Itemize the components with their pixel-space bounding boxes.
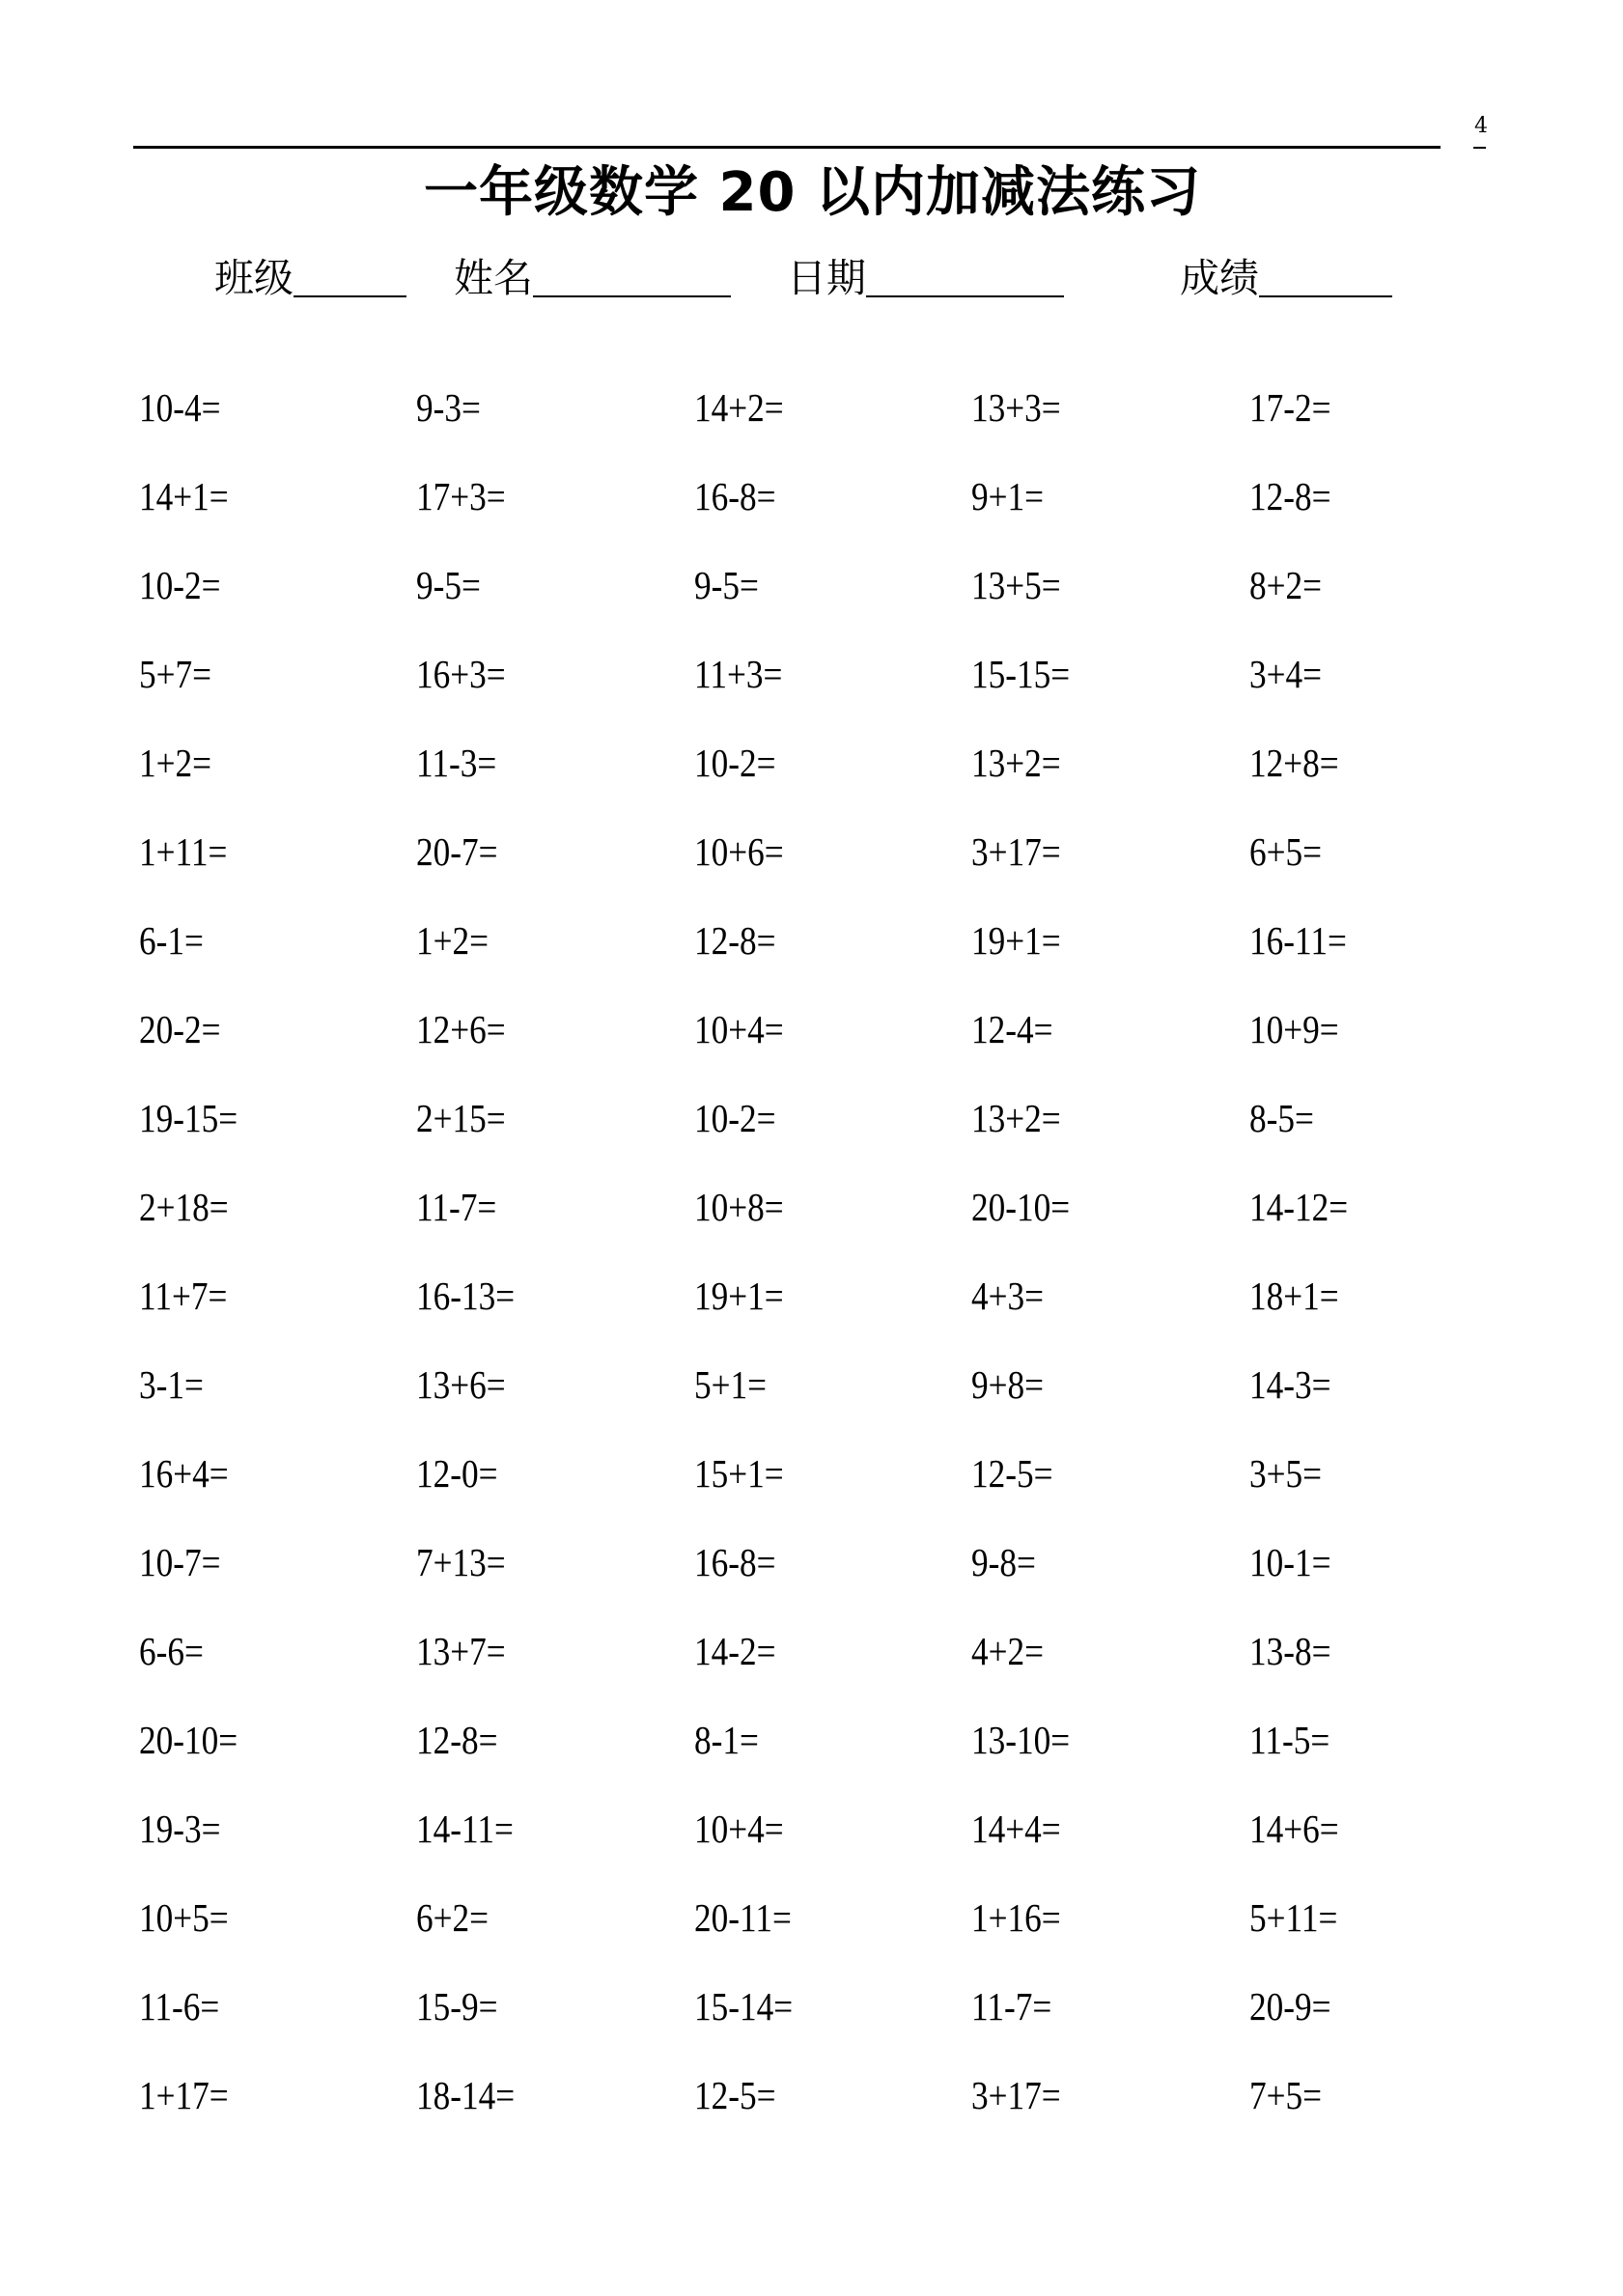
problem-row (139, 380, 1529, 469)
problem-item: 16+3= (416, 652, 506, 696)
problem-row (139, 736, 1529, 825)
problem-item: 11-6= (139, 1984, 220, 2029)
problem-item: 20-11= (694, 1895, 792, 1940)
problem-item: 1+16= (971, 1895, 1061, 1940)
problem-item: 12-0= (416, 1451, 498, 1496)
problem-item: 12+6= (416, 1007, 506, 1051)
problem-row (139, 2068, 1529, 2157)
problem-item: 5+11= (1249, 1895, 1338, 1940)
problem-item: 6-1= (139, 918, 204, 963)
problem-item: 16+4= (139, 1451, 229, 1496)
problem-row (139, 1091, 1529, 1180)
problem-item: 19+1= (971, 918, 1061, 963)
problem-item: 9-3= (416, 385, 481, 430)
problem-item: 6-6= (139, 1629, 204, 1673)
problem-item: 13+7= (416, 1629, 506, 1673)
problem-item: 15+1= (694, 1451, 784, 1496)
problem-item: 16-11= (1249, 918, 1347, 963)
problem-item: 11+3= (694, 652, 783, 696)
problem-item: 14+6= (1249, 1806, 1339, 1851)
problem-item: 11+7= (139, 1274, 228, 1318)
problem-item: 9-5= (416, 563, 481, 607)
problem-row (139, 1624, 1529, 1713)
problem-item: 13+2= (971, 1096, 1061, 1140)
problem-item: 3+17= (971, 2073, 1061, 2117)
problem-item: 10-1= (1249, 1540, 1331, 1584)
score-blank[interactable] (1259, 295, 1392, 297)
problem-item: 20-10= (971, 1185, 1071, 1229)
problem-item: 16-8= (694, 1540, 776, 1584)
page-number-underline (1473, 147, 1486, 149)
problem-item: 10+8= (694, 1185, 784, 1229)
problem-item: 19-3= (139, 1806, 221, 1851)
problem-item: 10-2= (694, 741, 776, 785)
problem-row (139, 1802, 1529, 1890)
problem-item: 1+11= (139, 829, 228, 874)
problem-item: 3+5= (1249, 1451, 1323, 1496)
problem-item: 15-14= (694, 1984, 794, 2029)
problem-item: 11-7= (416, 1185, 497, 1229)
problem-item: 11-3= (416, 741, 497, 785)
problem-item: 7+5= (1249, 2073, 1323, 2117)
problem-row (139, 647, 1529, 736)
problem-item: 13+6= (416, 1362, 506, 1407)
score-label: 成绩 (1180, 255, 1259, 301)
problem-row (139, 1446, 1529, 1535)
problem-item: 9+1= (971, 474, 1045, 518)
class-label: 班级 (214, 255, 294, 301)
name-blank[interactable] (533, 295, 731, 297)
header-rule (133, 146, 1441, 149)
problem-item: 12-5= (971, 1451, 1053, 1496)
class-blank[interactable] (294, 295, 406, 297)
problem-item: 14+4= (971, 1806, 1061, 1851)
problem-item: 11-7= (971, 1984, 1052, 2029)
problem-item: 6+2= (416, 1895, 490, 1940)
problem-item: 1+2= (416, 918, 490, 963)
problem-item: 12-8= (416, 1718, 498, 1762)
problem-row (139, 1890, 1529, 1979)
problem-item: 10-4= (139, 385, 221, 430)
date-label: 日期 (787, 255, 866, 301)
problem-item: 2+18= (139, 1185, 229, 1229)
problem-row (139, 558, 1529, 647)
problem-item: 18-14= (416, 2073, 516, 2117)
problem-item: 9-8= (971, 1540, 1036, 1584)
problem-item: 19+1= (694, 1274, 784, 1318)
problem-item: 16-13= (416, 1274, 516, 1318)
problem-item: 8+2= (1249, 563, 1323, 607)
problem-item: 8-5= (1249, 1096, 1314, 1140)
problem-item: 10+9= (1249, 1007, 1339, 1051)
worksheet-title: 一年级数学 20 以内加减法练习 (424, 161, 1201, 224)
problem-grid (139, 380, 1529, 2157)
problem-item: 13-10= (971, 1718, 1071, 1762)
problem-item: 9-5= (694, 563, 759, 607)
problem-item: 2+15= (416, 1096, 506, 1140)
problem-item: 8-1= (694, 1718, 759, 1762)
date-blank[interactable] (866, 295, 1064, 297)
problem-row (139, 1535, 1529, 1624)
problem-item: 10+6= (694, 829, 784, 874)
problem-item: 10+4= (694, 1806, 784, 1851)
problem-item: 9+8= (971, 1362, 1045, 1407)
problem-item: 20-10= (139, 1718, 238, 1762)
problem-item: 16-8= (694, 474, 776, 518)
problem-item: 14-12= (1249, 1185, 1349, 1229)
problem-item: 7+13= (416, 1540, 506, 1584)
problem-item: 13+3= (971, 385, 1061, 430)
problem-item: 1+17= (139, 2073, 229, 2117)
problem-item: 12-8= (1249, 474, 1331, 518)
problem-item: 17-2= (1249, 385, 1331, 430)
problem-item: 10-2= (139, 563, 221, 607)
problem-item: 10-7= (139, 1540, 221, 1584)
problem-item: 3+17= (971, 829, 1061, 874)
problem-item: 5+1= (694, 1362, 768, 1407)
problem-item: 4+2= (971, 1629, 1045, 1673)
problem-item: 15-15= (971, 652, 1071, 696)
problem-item: 20-2= (139, 1007, 221, 1051)
problem-item: 12-8= (694, 918, 776, 963)
problem-row (139, 913, 1529, 1002)
problem-item: 13+5= (971, 563, 1061, 607)
problem-item: 11-5= (1249, 1718, 1330, 1762)
class-field (214, 249, 406, 303)
problem-item: 18+1= (1249, 1274, 1339, 1318)
name-label: 姓名 (454, 255, 533, 301)
problem-item: 14-3= (1249, 1362, 1331, 1407)
problem-item: 4+3= (971, 1274, 1045, 1318)
name-field (454, 249, 731, 303)
problem-item: 13+2= (971, 741, 1061, 785)
problem-item: 12+8= (1249, 741, 1339, 785)
problem-item: 5+7= (139, 652, 212, 696)
problem-item: 17+3= (416, 474, 506, 518)
problem-row (139, 1713, 1529, 1802)
problem-item: 20-7= (416, 829, 498, 874)
problem-row (139, 1269, 1529, 1358)
problem-item: 14-11= (416, 1806, 514, 1851)
score-field (1180, 249, 1392, 303)
problem-row (139, 825, 1529, 913)
problem-row (139, 1358, 1529, 1446)
problem-item: 1+2= (139, 741, 212, 785)
problem-item: 13-8= (1249, 1629, 1331, 1673)
problem-item: 20-9= (1249, 1984, 1331, 2029)
problem-item: 14+1= (139, 474, 229, 518)
problem-item: 12-4= (971, 1007, 1053, 1051)
problem-item: 3-1= (139, 1362, 204, 1407)
problem-item: 10+4= (694, 1007, 784, 1051)
problem-item: 14-2= (694, 1629, 776, 1673)
problem-row (139, 1180, 1529, 1269)
problem-row (139, 1002, 1529, 1091)
problem-item: 15-9= (416, 1984, 498, 2029)
problem-item: 19-15= (139, 1096, 238, 1140)
problem-row (139, 1979, 1529, 2068)
problem-item: 10-2= (694, 1096, 776, 1140)
problem-item: 6+5= (1249, 829, 1323, 874)
problem-row (139, 469, 1529, 558)
problem-item: 3+4= (1249, 652, 1323, 696)
page-number: 4 (1474, 114, 1488, 138)
problem-item: 12-5= (694, 2073, 776, 2117)
date-field (787, 249, 1064, 303)
problem-item: 14+2= (694, 385, 784, 430)
problem-item: 10+5= (139, 1895, 229, 1940)
